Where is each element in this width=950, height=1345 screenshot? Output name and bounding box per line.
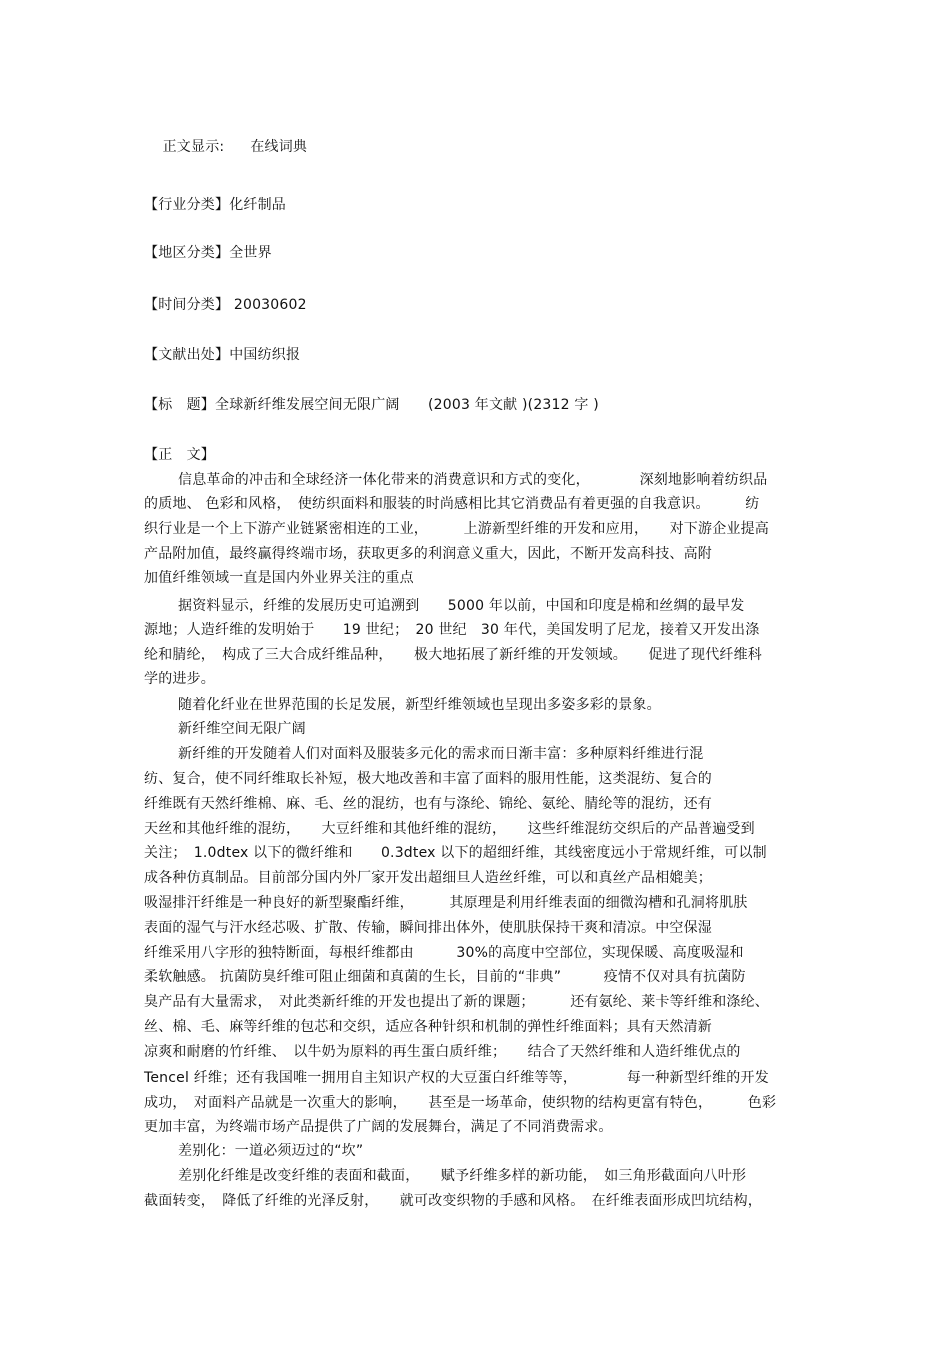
body-line: 柔软触感。 抗菌防臭纤维可阻止细菌和真菌的生长，目前的“非典” 疫情不仅对具有抗菌防 (144, 969, 746, 985)
source-field: 【文献出处】中国纺织报 (144, 347, 301, 363)
body-line: 吸湿排汗纤维是一种良好的新型聚酯纤维， 其原理是利用纤维表面的细微沟槽和孔洞将肌肤 (144, 895, 748, 911)
body-line: 据资料显示，纤维的发展历史可追溯到 5000 年以前，中国和印度是棉和丝绸的最早发 (178, 598, 745, 614)
title-field: 【标 题】全球新纤维发展空间无限广阔 (2003 年文献 )(2312 字 ) (144, 397, 599, 413)
body-line: 表面的湿气与汗水经芯吸、扩散、传输，瞬间排出体外，使肌肤保持干爽和清凉。中空保湿 (144, 920, 712, 936)
body-line: 产品附加值，最终赢得终端市场，获取更多的利润意义重大，因此，不断开发高科技、高附 (144, 546, 712, 562)
body-line: 纤维采用八字形的独特断面，每根纤维都由 30%的高度中空部位，实现保暖、高度吸湿和 (144, 945, 744, 961)
body-line: 差别化纤维是改变纤维的表面和截面， 赋予纤维多样的新功能， 如三角形截面向八叶形 (178, 1168, 747, 1184)
body-line: 纤维既有天然纤维棉、麻、毛、丝的混纺，也有与涤纶、锦纶、氨纶、腈纶等的混纺，还有 (144, 796, 712, 812)
body-line: 织行业是一个上下游产业链紧密相连的工业， 上游新型纤维的开发和应用， 对下游企业提高 (144, 521, 769, 537)
body-line: 成功， 对面料产品就是一次重大的影响， 甚至是一场革命，使织物的结构更富有特色， 色彩 (144, 1095, 777, 1111)
body-line: 关注； 1.0dtex 以下的微纤维和 0.3dtex 以下的超细纤维，其线密度远小于常规纤维，可以制 (144, 845, 767, 861)
body-line: 加值纤维领域一直是国内外业界关注的重点 (144, 570, 414, 586)
body-line: 源地；人造纤维的发明始于 19 世纪； 20 世纪 30 年代，美国发明了尼龙，接着又开发出涤 (144, 622, 760, 638)
body-line: 随着化纤业在世界范围的长足发展，新型纤维领域也呈现出多姿多彩的景象。 (178, 697, 661, 713)
body-line: 截面转变， 降低了纤维的光泽反射， 就可改变织物的手感和风格。 在纤维表面形成凹坑结构， (144, 1193, 762, 1209)
body-line: 新纤维的开发随着人们对面料及服装多元化的需求而日渐丰富：多种原料纤维进行混 (178, 746, 704, 762)
body-line: 凉爽和耐磨的竹纤维、 以牛奶为原料的再生蛋白质纤维； 结合了天然纤维和人造纤维优点的 (144, 1044, 741, 1060)
body-line: Tencel 纤维；还有我国唯一拥用自主知识产权的大豆蛋白纤维等等， 每一种新型纤维的开发 (144, 1070, 769, 1086)
date-field: 【时间分类】 20030602 (144, 297, 307, 313)
body-line: 丝、棉、毛、麻等纤维的包芯和交织，适应各种针织和机制的弹性纤维面料；具有天然清新 (144, 1019, 712, 1035)
display-mode-label: 正文显示: (162, 139, 225, 155)
industry-field: 【行业分类】化纤制品 (144, 197, 286, 213)
body-line: 臭产品有大量需求， 对此类新纤维的开发也提出了新的课题； 还有氨纶、莱卡等纤维和涤纶、 (144, 994, 769, 1010)
region-field: 【地区分类】全世界 (144, 245, 272, 261)
body-line: 纺、复合，使不同纤维取长补短，极大地改善和丰富了面料的服用性能，这类混纺、复合的 (144, 771, 712, 787)
body-heading: 【正 文】 (144, 447, 215, 463)
body-line: 纶和腈纶， 构成了三大合成纤维品种， 极大地拓展了新纤维的开发领域。 促进了现代纤维科 (144, 647, 762, 663)
body-line: 更加丰富，为终端市场产品提供了广阔的发展舞台，满足了不同消费需求。 (144, 1119, 613, 1135)
display-mode-value: 在线词典 (250, 139, 308, 155)
section-heading: 新纤维空间无限广阔 (178, 721, 306, 737)
section-heading: 差别化：一道必须迈过的“坎” (178, 1143, 364, 1159)
body-line: 成各种仿真制品。目前部分国内外厂家开发出超细旦人造丝纤维，可以和真丝产品相媲美； (144, 870, 712, 886)
body-line: 的质地、 色彩和风格， 使纺织面料和服装的时尚感相比其它消费品有着更强的自我意识。 纺 (144, 496, 760, 512)
body-line: 信息革命的冲击和全球经济一体化带来的消费意识和方式的变化， 深刻地影响着纺织品 (178, 472, 768, 488)
display-mode-line (144, 120, 307, 174)
body-line: 天丝和其他纤维的混纺， 大豆纤维和其他纤维的混纺， 这些纤维混纺交织后的产品普遍受到 (144, 821, 755, 837)
body-line: 学的进步。 (144, 671, 215, 687)
